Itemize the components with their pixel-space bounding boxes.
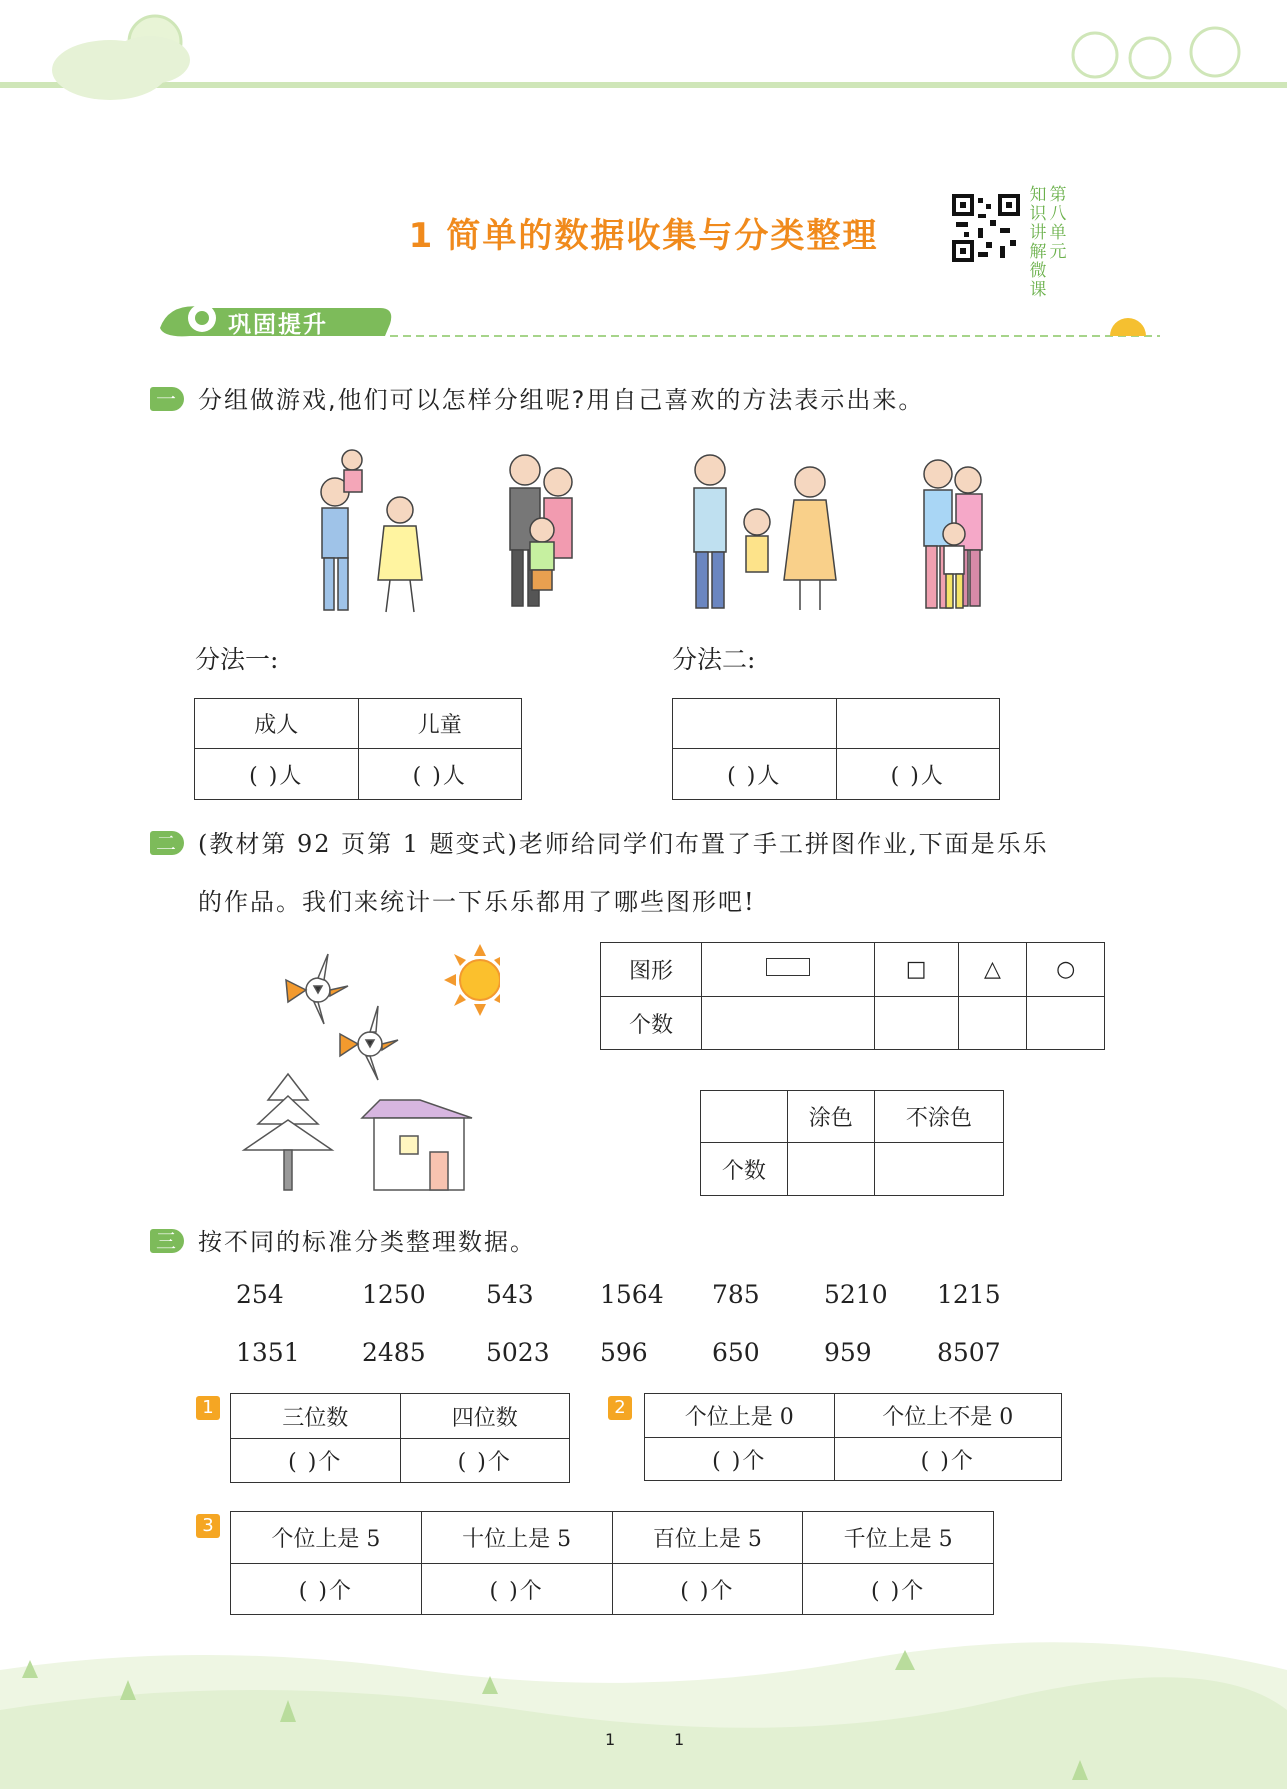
method1-header-child: 儿童 [358, 699, 522, 749]
number-cell: 596 [600, 1338, 648, 1367]
thousands-five-count[interactable]: ( )个 [803, 1564, 994, 1615]
three-digit-count[interactable]: ( )个 [231, 1439, 401, 1483]
number-cell: 543 [486, 1280, 534, 1309]
method2-header-1[interactable] [673, 699, 837, 749]
number-cell: 5023 [486, 1338, 550, 1367]
q1-prompt: 分组做游戏,他们可以怎样分组呢?用自己喜欢的方法表示出来。 [198, 386, 925, 414]
header-decoration [0, 0, 1287, 110]
number-row-2 [0, 1338, 1287, 1372]
square-count-cell[interactable] [874, 997, 958, 1050]
family-group-1 [321, 450, 422, 612]
number-cell: 959 [824, 1338, 872, 1367]
ones-zero-count[interactable]: ( )个 [645, 1438, 835, 1481]
hundreds-five-header: 百位上是 5 [612, 1512, 803, 1564]
lesson-title [0, 208, 1287, 257]
triangle-count-cell[interactable] [958, 997, 1027, 1050]
number-cell: 1351 [236, 1338, 300, 1367]
method2-count-2[interactable]: ( )人 [836, 749, 1000, 800]
circle-icon: ○ [1027, 943, 1105, 997]
animal-faces-icon [1073, 28, 1239, 78]
method1-adult-count[interactable]: ( )人 [195, 749, 359, 800]
method2-label: 分法二: [672, 645, 756, 674]
method1-child-count[interactable]: ( )人 [358, 749, 522, 800]
footer-landscape [0, 1630, 1287, 1789]
house-icon [362, 1100, 472, 1190]
q2-prompt-2: 的作品。我们来统计一下乐乐都用了哪些图形吧! [198, 888, 756, 916]
micro-lesson-label: 知识讲解微课 [1029, 185, 1047, 300]
ones-nonzero-count[interactable]: ( )个 [834, 1438, 1061, 1481]
q3-prompt: 按不同的标准分类整理数据。 [198, 1228, 536, 1256]
q1-prompt-line [150, 380, 924, 415]
tens-five-count[interactable]: ( )个 [421, 1564, 612, 1615]
three-digit-header: 三位数 [231, 1394, 401, 1439]
method2-count-1[interactable]: ( )人 [673, 749, 837, 800]
section-banner-label: 巩固提升 [228, 312, 328, 338]
number-cell: 1564 [600, 1280, 664, 1309]
color-count-row-label: 个数 [701, 1143, 788, 1196]
unit-label: 第八单元 [1049, 185, 1067, 262]
color-table-corner [701, 1091, 788, 1143]
family-group-3 [694, 455, 836, 610]
lesson-number: 1 [408, 216, 435, 256]
part2-badge: 2 [608, 1396, 632, 1420]
rectangle-count-cell[interactable] [702, 997, 875, 1050]
family-group-2 [510, 455, 572, 606]
q2-prompt-line1 [150, 824, 1049, 859]
method2-header-2[interactable] [836, 699, 1000, 749]
uncolored-header: 不涂色 [874, 1091, 1003, 1143]
puzzle-artwork [240, 940, 500, 1200]
q2-prompt-1: (教材第 92 页第 1 题变式)老师给同学们布置了手工拼图作业,下面是乐乐 [198, 830, 1049, 858]
colored-header: 涂色 [787, 1091, 874, 1143]
ones-nonzero-header: 个位上不是 0 [834, 1394, 1061, 1438]
page-number-left: 1 [605, 1730, 616, 1749]
square-icon: □ [874, 943, 958, 997]
number-cell: 785 [712, 1280, 760, 1309]
color-count-table [700, 1090, 1004, 1196]
windmill-icon-2 [340, 1006, 398, 1080]
number-cell: 650 [712, 1338, 760, 1367]
part3-table [230, 1511, 994, 1615]
uncolored-count-cell[interactable] [874, 1143, 1003, 1196]
part1-table [230, 1393, 570, 1483]
part2-table [644, 1393, 1062, 1481]
circle-count-cell[interactable] [1027, 997, 1105, 1050]
qr-code-icon[interactable] [950, 192, 1022, 264]
ones-zero-header: 个位上是 0 [645, 1394, 835, 1438]
ones-five-header: 个位上是 5 [231, 1512, 422, 1564]
number-cell: 254 [236, 1280, 284, 1309]
page-number-right: 1 [674, 1730, 685, 1749]
number-row-1 [0, 1280, 1287, 1314]
method1-header-adult: 成人 [195, 699, 359, 749]
shape-count-table [600, 942, 1105, 1050]
sun-icon [444, 944, 500, 1016]
method2-table [672, 698, 1000, 800]
rectangle-icon [702, 943, 875, 997]
method1-label: 分法一: [195, 645, 279, 674]
colored-count-cell[interactable] [787, 1143, 874, 1196]
triangle-icon: △ [958, 943, 1027, 997]
hundreds-five-count[interactable]: ( )个 [612, 1564, 803, 1615]
four-digit-header: 四位数 [400, 1394, 570, 1439]
number-cell: 1250 [362, 1280, 426, 1309]
method1-table [194, 698, 522, 800]
shape-row-label: 图形 [601, 943, 702, 997]
tree-icon [244, 1074, 332, 1190]
number-cell: 5210 [824, 1280, 888, 1309]
part1-badge: 1 [196, 1396, 220, 1420]
count-row-label: 个数 [601, 997, 702, 1050]
ones-five-count[interactable]: ( )个 [231, 1564, 422, 1615]
part3-badge: 3 [196, 1514, 220, 1538]
q3-prompt-line [150, 1222, 536, 1257]
thousands-five-header: 千位上是 5 [803, 1512, 994, 1564]
number-cell: 8507 [937, 1338, 1001, 1367]
q1-number: 一 [150, 387, 184, 411]
four-digit-count[interactable]: ( )个 [400, 1439, 570, 1483]
tens-five-header: 十位上是 5 [421, 1512, 612, 1564]
number-cell: 2485 [362, 1338, 426, 1367]
number-cell: 1215 [937, 1280, 1001, 1309]
q2-number: 二 [150, 831, 184, 855]
windmill-icon-1 [286, 954, 348, 1024]
q3-number: 三 [150, 1229, 184, 1253]
family-illustrations [280, 430, 1020, 620]
lesson-title-text: 简单的数据收集与分类整理 [446, 216, 879, 256]
family-group-4 [924, 460, 982, 608]
